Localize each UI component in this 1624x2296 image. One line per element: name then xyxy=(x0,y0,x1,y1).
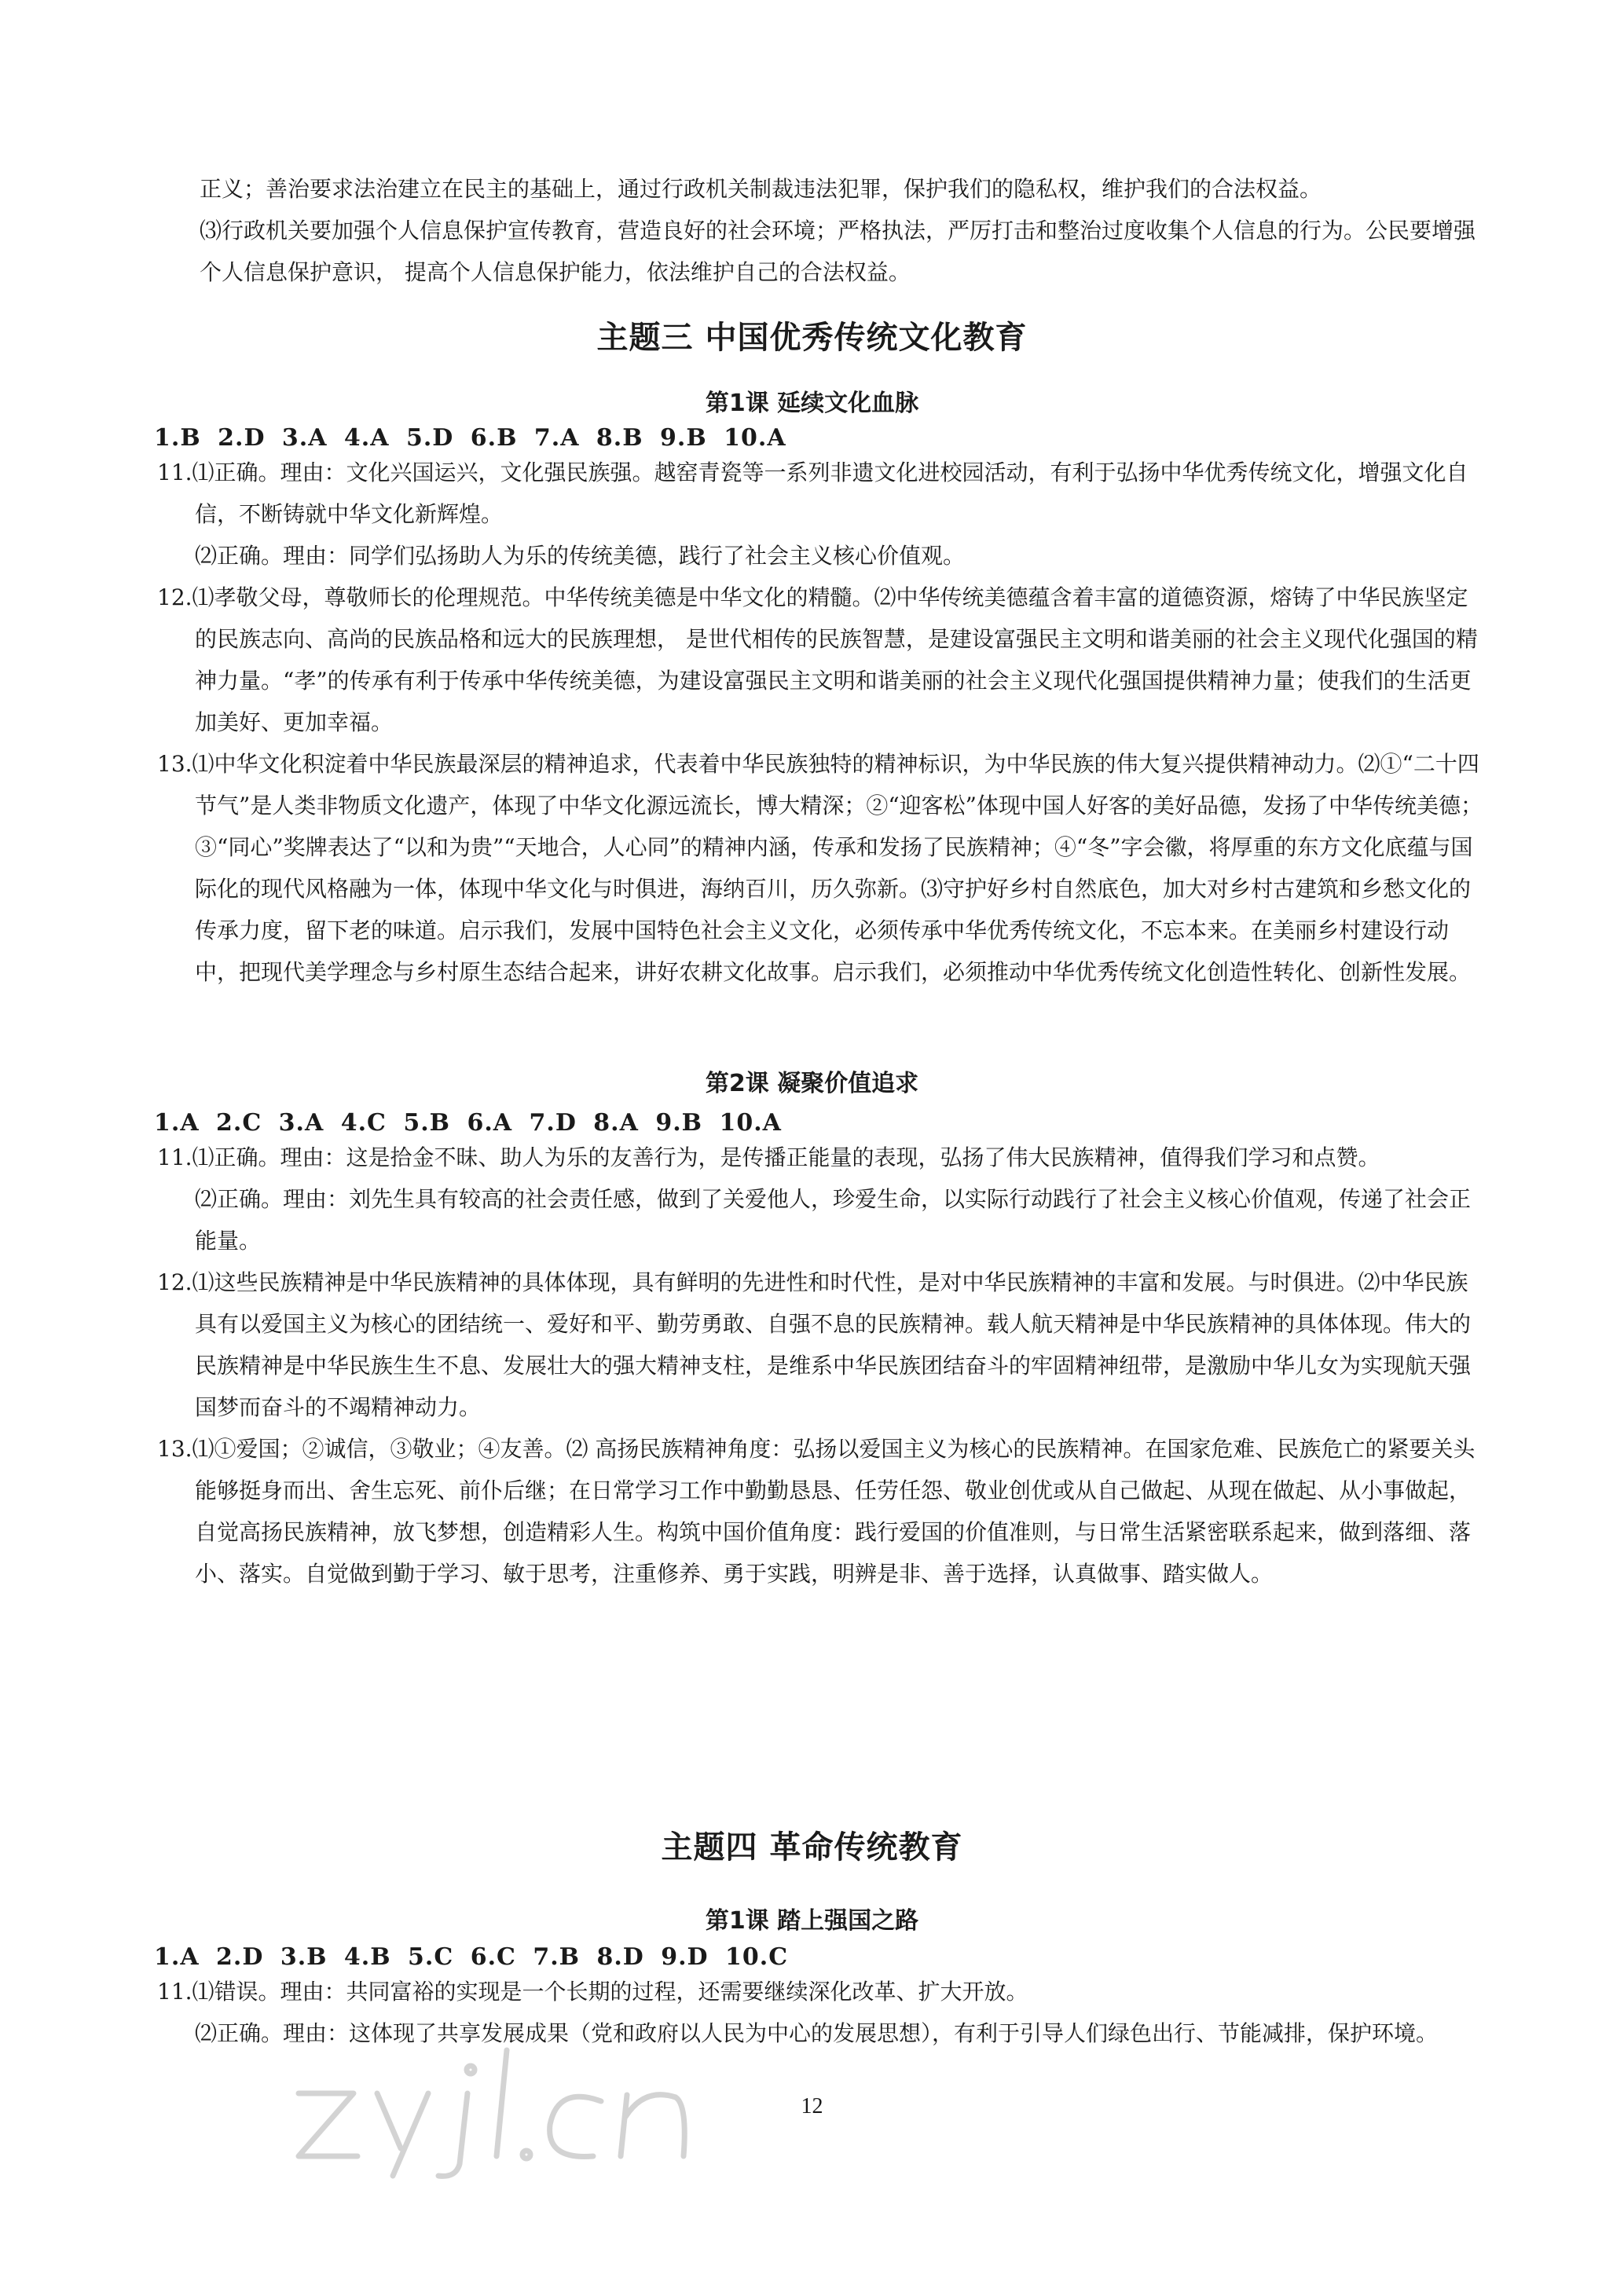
t3-l1-q11b: ⑵正确。理由：同学们弘扬助人为乐的传统美德，践行了社会主义核心价值观。 xyxy=(195,543,966,569)
topic3-title: 主题三 中国优秀传统文化教育 xyxy=(596,320,1028,356)
t3-lesson1 xyxy=(0,383,1624,418)
t4-lesson1-body xyxy=(0,1943,1624,2054)
t3-lesson1-title: 第1课 延续文化血脉 xyxy=(705,390,919,417)
t3-l2-q12: 12.⑴这些民族精神是中华民族精神的具体体现，具有鲜明的先进性和时代性，是对中华民族精神的丰富和发展。与时俱进。⑵中华民族具有以爱国主义为核心的团结统一、爱好和平、勤劳勇敢、自强不息的民族精神。载人航天精神是中华民族精神的具体体现。伟大的民族精神是中华民族生生不息、发展壮大的强大精神支柱，是维系中华民族团结奋斗的牢固精神纽带，是激励中华儿女为实现航天强国梦而奋斗的不竭精神动力。 xyxy=(157,1269,1472,1420)
t3-lesson2-title: 第2课 凝聚价值追求 xyxy=(705,1070,919,1097)
page-number: 12 xyxy=(801,2094,823,2118)
t3-l1-mc-answers: 1.B 2.D 3.A 4.A 5.D 6.B 7.A 8.B 9.B 10.A xyxy=(154,424,786,452)
t3-l2-q11b: ⑵正确。理由：刘先生具有较高的社会责任感，做到了关爱他人，珍爱生命，以实际行动践行了社会主义核心价值观，传递了社会正能量。 xyxy=(195,1186,1472,1254)
topic4-section xyxy=(0,1822,1624,1867)
t4-lesson1 xyxy=(0,1901,1624,1935)
t3-l1-q13: 13.⑴中华文化积淀着中华民族最深层的精神追求，代表着中华民族独特的精神标识，为中华民族的伟大复兴提供精神动力。⑵①“二十四节气”是人类非物质文化遗产，体现了中华文化源远流长，博大精深；②“迎客松”体现中国人好客的美好品德，发扬了中华传统美德；③“同心”奖牌表达了“以和为贵”“天地合，人心同”的精神内涵，传承和发扬了民族精神；④“冬”字会徽，将厚重的东方文化底蕴与国际化的现代风格融为一体，体现中华文化与时俱进，海纳百川，历久弥新。⑶守护好乡村自然底色，加大对乡村古建筑和乡愁文化的传承力度，留下老的味道。启示我们，发展中国特色社会主义文化，必须传承中华优秀传统文化，不忘本来。在美丽乡村建设行动中，把现代美学理念与乡村原生态结合起来，讲好农耕文化故事。启示我们，必须推动中华优秀传统文化创造性转化、创新性发展。 xyxy=(157,751,1483,985)
t3-l1-q12: 12.⑴孝敬父母，尊敬师长的伦理规范。中华传统美德是中华文化的精髓。⑵中华传统美德蕴含着丰富的道德资源，熔铸了中华民族坚定的民族志向、高尚的民族品格和远大的民族理想， 是世代相传的民族智慧，是建设富强民主文明和谐美丽的社会主义现代化强国的精神力量。“孝”的传承有利于传承中华传统美德，为建设富强民主文明和谐美丽的社会主义现代化强国提供精神力量；使我们的生活更加美好、更加幸福。 xyxy=(157,584,1478,735)
t3-lesson2 xyxy=(0,1064,1624,1098)
t4-lesson1-title: 第1课 踏上强国之路 xyxy=(705,1907,919,1935)
t4-l1-q11a: 11.⑴错误。理由：共同富裕的实现是一个长期的过程，还需要继续深化改革、扩大开放。 xyxy=(157,1979,1028,2005)
continuation-line-1: 正义；善治要求法治建立在民主的基础上，通过行政机关制裁违法犯罪，保护我们的隐私权，维护我们的合法权益。 xyxy=(200,176,1322,202)
t3-lesson2-body xyxy=(0,1109,1624,1595)
t3-lesson1-body xyxy=(0,424,1624,993)
continuation-answer-3: ⑶行政机关要加强个人信息保护宣传教育，营造良好的社会环境；严格执法，严厉打击和整治过度收集个人信息的行为。公民要增强个人信息保护意识， 提高个人信息保护能力，依法维护自己的合法权益。 xyxy=(200,218,1476,285)
t3-l1-q11a: 11.⑴正确。理由：文化兴国运兴，文化强民族强。越窑青瓷等一系列非遗文化进校园活动，有利于弘扬中华优秀传统文化，增强文化自信，不断铸就中华文化新辉煌。 xyxy=(157,460,1468,527)
t3-l2-mc-answers: 1.A 2.C 3.A 4.C 5.B 6.A 7.D 8.A 9.B 10.A xyxy=(154,1109,782,1137)
topic4-title: 主题四 革命传统教育 xyxy=(661,1829,963,1866)
topic3-section xyxy=(0,313,1624,357)
t3-l2-q11a: 11.⑴正确。理由：这是拾金不昧、助人为乐的友善行为，是传播正能量的表现，弘扬了伟大民族精神，值得我们学习和点赞。 xyxy=(157,1144,1380,1170)
t4-l1-mc-answers: 1.A 2.D 3.B 4.B 5.C 6.C 7.B 8.D 9.D 10.C xyxy=(154,1943,789,1971)
continuation-block xyxy=(0,168,1624,293)
t3-l2-q13: 13.⑴①爱国；②诚信，③敬业；④友善。⑵ 高扬民族精神角度：弘扬以爱国主义为核心的民族精神。在国家危难、民族危亡的紧要关头能够挺身而出、舍生忘死、前仆后继；在日常学习工作中勤勤恳恳、任劳任怨、敬业创优或从自己做起、从现在做起、从小事做起，自觉高扬民族精神，放飞梦想，创造精彩人生。构筑中国价值角度：践行爱国的价值准则，与日常生活紧密联系起来，做到落细、落小、落实。自觉做到勤于学习、敏于思考，注重修养、勇于实践，明辨是非、善于选择，认真做事、踏实做人。 xyxy=(157,1436,1476,1587)
t4-l1-q11b: ⑵正确。理由：这体现了共享发展成果（党和政府以人民为中心的发展思想），有利于引导人们绿色出行、节能减排，保护环境。 xyxy=(195,2020,1439,2046)
